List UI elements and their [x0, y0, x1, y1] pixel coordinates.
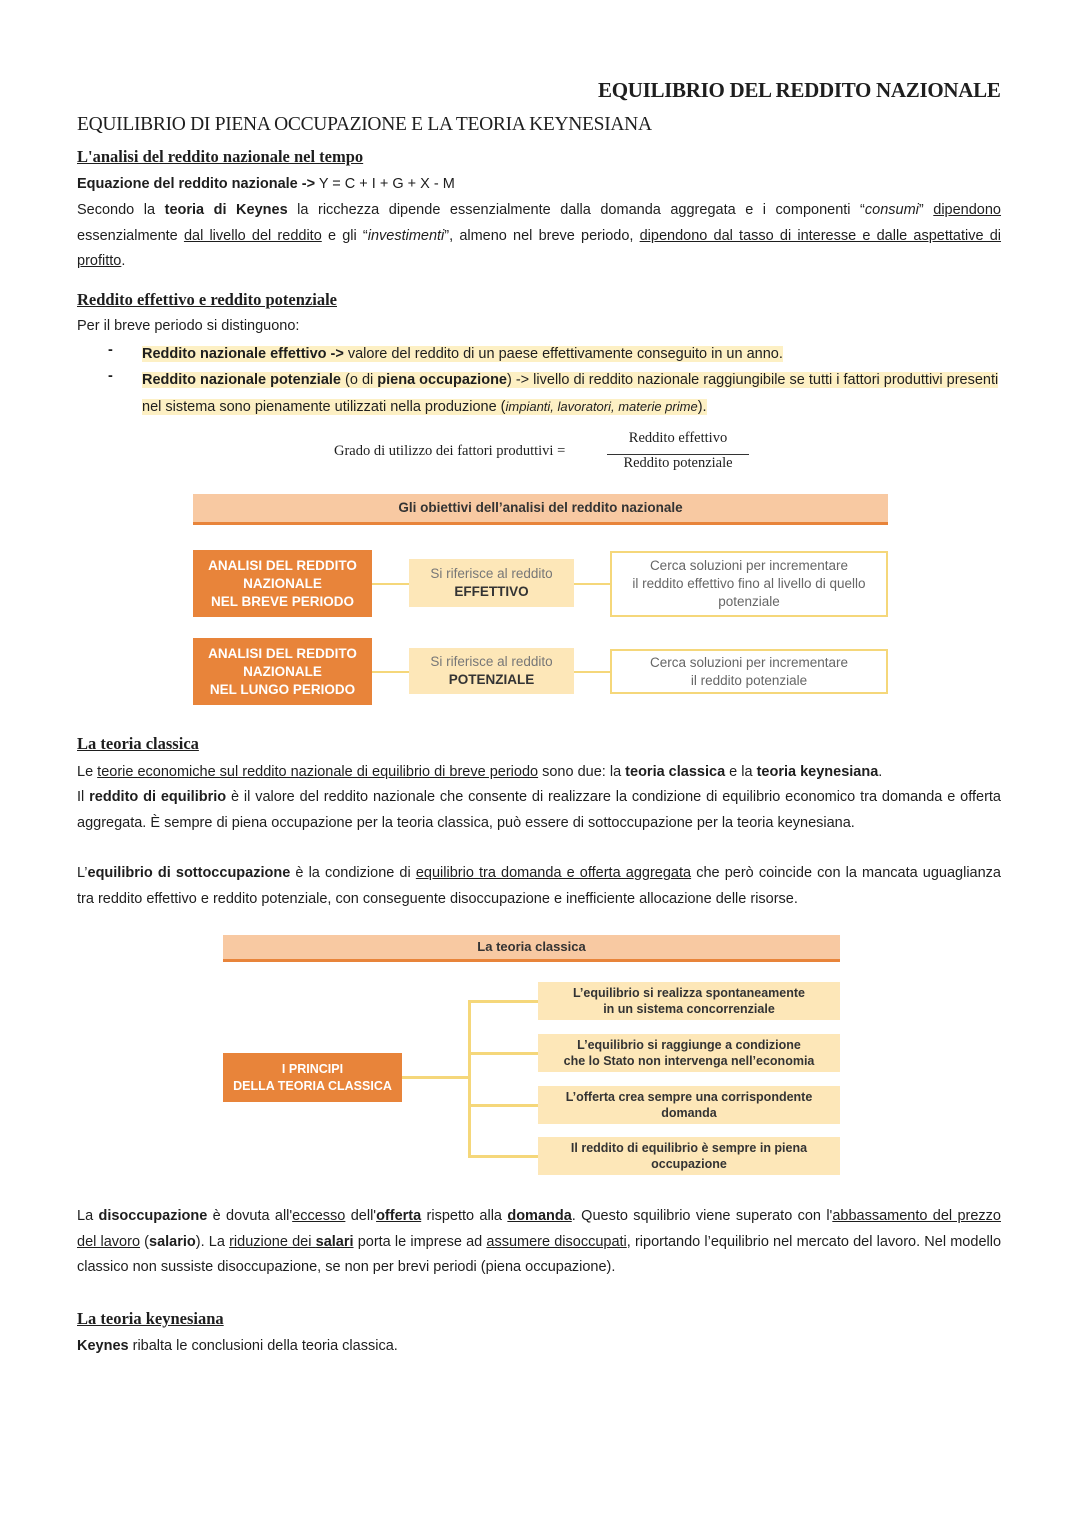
tree-connector: [468, 1000, 538, 1003]
heading-reddito-effettivo: Reddito effettivo e reddito potenziale: [77, 290, 337, 309]
tree-connector: [402, 1076, 469, 1079]
paragraph-keynes: Secondo la teoria di Keynes la ricchezza dipende essenzialmente dalla domanda aggregata e i componenti “consumi” dipendono essenzialmente dal livello del reddito e gli “investimenti”, almeno nel breve periodo, dipendono dal tasso di interesse e dalle aspettative di profitto.: [77, 202, 1002, 269]
paragraph-keynes-ribalta: Keynes ribalta le conclusioni della teoria classica.: [77, 1338, 398, 1354]
box-soluzioni-potenziale: Cerca soluzioni per incrementare il reddito potenziale: [610, 649, 888, 694]
box-principi: I PRINCIPI DELLA TEORIA CLASSICA: [223, 1053, 402, 1102]
tree-connector: [468, 1104, 538, 1107]
heading-analisi-reddito: L'analisi del reddito nazionale nel tempo: [77, 147, 364, 166]
principle-item: Il reddito di equilibrio è sempre in piena occupazione: [538, 1137, 840, 1175]
formula-numerator: Reddito effettivo: [628, 430, 728, 446]
paragraph-sottoccupazione: L’equilibrio di sottoccupazione è la condizione di equilibrio tra domanda e offerta aggregata che però coincide con la mancata uguaglianza tra reddito effettivo e reddito potenziale, con conseguente disoccupazione e inefficiente allocazione delle risorse.: [77, 865, 1001, 907]
heading-teoria-classica: La teoria classica: [77, 734, 199, 753]
equation-label: Equazione del reddito nazionale ->: [77, 176, 316, 192]
equation-formula: Y = C + I + G + X - M: [315, 176, 455, 192]
tree-connector: [468, 1000, 471, 1157]
paragraph-reddito-equilibrio: Il reddito di equilibrio è il valore del reddito nazionale che consente di realizzare la condizione di equilibrio economico tra domanda e offerta aggregata. È sempre di piena occupazione per la teoria classica, può essere di sottoccupazione per la teoria keynesiana.: [77, 789, 1001, 831]
document-title: EQUILIBRIO DEL REDDITO NAZIONALE: [598, 78, 1001, 102]
box-reddito-effettivo: Si riferisce al reddito EFFETTIVO: [409, 559, 574, 607]
bullet-marker: -: [108, 368, 113, 384]
box-analisi-lungo: ANALISI DEL REDDITO NAZIONALE NEL LUNGO PERIODO: [193, 638, 372, 705]
principle-item: L’offerta crea sempre una corrispondente domanda: [538, 1086, 840, 1124]
box-analisi-breve: ANALISI DEL REDDITO NAZIONALE NEL BREVE PERIODO: [193, 550, 372, 617]
diagram-objectives-title: Gli obiettivi dell’analisi del reddito nazionale: [193, 494, 888, 525]
bullet-reddito-effettivo: Reddito nazionale effettivo -> valore del reddito di un paese effettivamente conseguito in un anno.: [142, 346, 783, 362]
tree-connector: [468, 1052, 538, 1055]
connector: [372, 671, 409, 673]
intro-breve-periodo: Per il breve periodo si distinguono:: [77, 318, 300, 334]
paragraph-disoccupazione: La disoccupazione è dovuta all'eccesso dell'offerta rispetto alla domanda. Questo squilibrio viene superato con l'abbassamento del prezzo del lavoro (salario). La riduzione dei salari porta le imprese ad assumere disoccupati, riportando l’equilibrio nel mercato del lavoro. Nel modello classico non sussiste disoccupazione, se non per brevi periodi (piena occupazione).: [77, 1208, 1002, 1275]
paragraph-teorie: Le teorie economiche sul reddito nazionale di equilibrio di breve periodo sono due: la teoria classica e la teoria keynesiana.: [77, 764, 883, 780]
principle-item: L’equilibrio si raggiunge a condizione che lo Stato non intervenga nell’economia: [538, 1034, 840, 1072]
box-soluzioni-effettivo: Cerca soluzioni per incrementare il reddito effettivo fino al livello di quello potenziale: [610, 551, 888, 617]
connector: [372, 583, 409, 585]
connector: [574, 671, 610, 673]
heading-teoria-keynesiana: La teoria keynesiana: [77, 1309, 224, 1328]
connector: [574, 583, 610, 585]
equation-line: [77, 176, 455, 192]
tree-connector: [468, 1155, 538, 1158]
section-title: EQUILIBRIO DI PIENA OCCUPAZIONE E LA TEORIA KEYNESIANA: [77, 114, 652, 135]
diagram-classica-title: La teoria classica: [223, 935, 840, 962]
formula-denominator: Reddito potenziale: [623, 455, 733, 471]
bullet-reddito-potenziale: Reddito nazionale potenziale (o di piena occupazione) -> livello di reddito nazionale raggiungibile se tutti i fattori produttivi presenti nel sistema sono pienamente utilizzati nella produzione (impianti, lavoratori, materie prime).: [142, 372, 999, 415]
formula-label: Grado di utilizzo dei fattori produttivi =: [334, 443, 566, 459]
principle-item: L’equilibrio si realizza spontaneamente in un sistema concorrenziale: [538, 982, 840, 1020]
bullet-marker: -: [108, 342, 113, 358]
box-reddito-potenziale: Si riferisce al reddito POTENZIALE: [409, 648, 574, 694]
